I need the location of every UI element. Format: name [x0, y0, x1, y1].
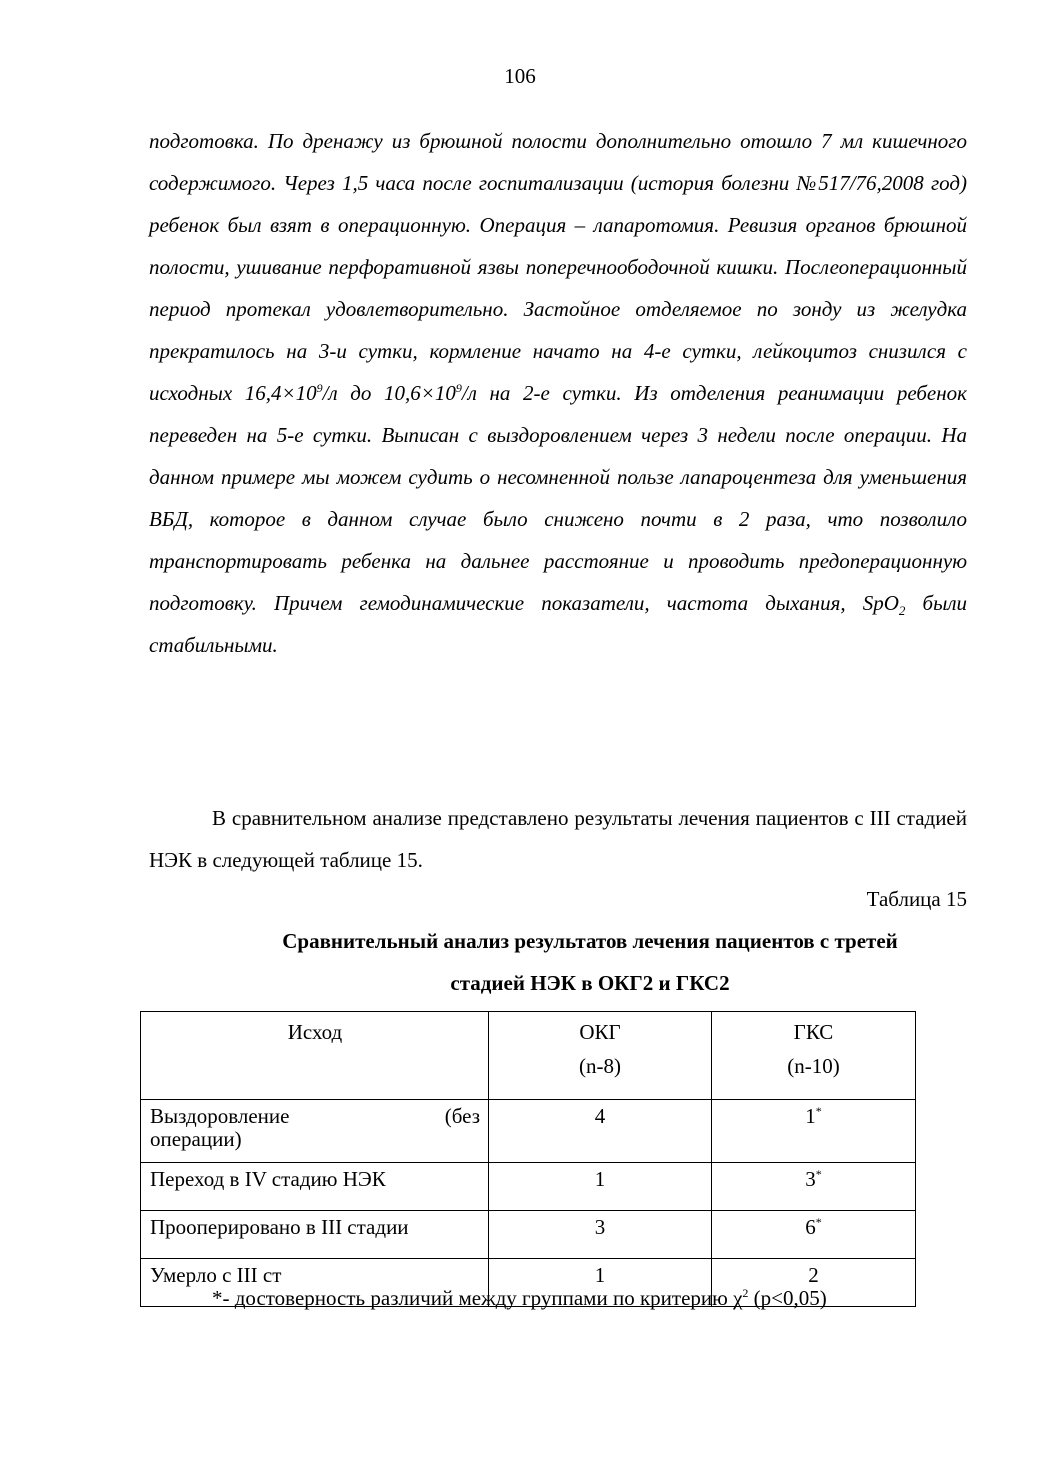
significance-mark: *	[815, 1167, 822, 1181]
page-number: 106	[504, 64, 536, 88]
exponent: 9	[455, 381, 462, 395]
results-table	[140, 1011, 916, 1307]
header-gks: ГКС (n-10)	[712, 1012, 916, 1100]
chi-square-exponent: 2	[742, 1286, 749, 1300]
cell-outcome: Выздоровление (без операции)	[141, 1100, 489, 1163]
cell-okg: 3	[489, 1211, 712, 1259]
cell-gks: 1*	[712, 1100, 916, 1163]
paragraph-text: были стабильными.	[149, 591, 967, 657]
table-title-line: стадией НЭК в ОКГ2 и ГКС2	[450, 971, 730, 995]
cell-okg: 1	[489, 1259, 712, 1307]
cell-outcome: Умерло с III ст	[141, 1259, 489, 1307]
subscript: 2	[898, 603, 906, 619]
table-label: Таблица 15	[866, 887, 967, 911]
table-footnote: *- достоверность различий между группами по критерию $\chi^2$ (p<0,05)	[212, 1286, 827, 1310]
intro-paragraph: В сравнительном анализе представлено результаты лечения пациентов с III стадией НЭК в следующей таблице 15.	[149, 806, 967, 872]
table-row	[141, 1211, 916, 1259]
cell-okg: 1	[489, 1163, 712, 1211]
paragraph-text: /л на 2-е сутки. Из отделения реанимации ребенок переведен на 5-е сутки. Выписан с выздоровлением через 3 недели после операции. На данном примере мы можем судить о несомненной пользе лапароцентеза для уменьшения ВБД, которое в данном случае было снижено почти в 2 раза, что позволило транспортировать ребенка на дальнее расстояние и проводить предоперационную подготовку. Причем гемодинамические показатели, частота дыхания, SpO	[149, 381, 967, 615]
table-row	[141, 1100, 916, 1163]
significance-mark: *	[815, 1104, 822, 1118]
table-header-row	[141, 1012, 916, 1100]
cell-gks: 2	[712, 1259, 916, 1307]
cell-gks: 6*	[712, 1211, 916, 1259]
table-row	[141, 1163, 916, 1211]
table-title-line: Сравнительный анализ результатов лечения пациентов с третей	[282, 929, 898, 953]
case-description-paragraph	[149, 120, 967, 666]
cell-okg: 4	[489, 1100, 712, 1163]
cell-outcome: Прооперировано в III стадии	[141, 1211, 489, 1259]
exponent: 9	[316, 381, 323, 395]
cell-outcome: Переход в IV стадию НЭК	[141, 1163, 489, 1211]
header-okg: ОКГ (n-8)	[489, 1012, 712, 1100]
significance-mark: *	[815, 1215, 822, 1229]
paragraph-text: подготовка. По дренажу из брюшной полости дополнительно отошло 7 мл кишечного содержимого. Через 1,5 часа после госпитализации (история болезни №517/76,2008 год) ребенок был взят в операционную. Операция – лапаротомия. Ревизия органов брюшной полости, ушивание перфоративной язвы поперечноободочной кишки. Послеоперационный период протекал удовлетворительно. Застойное отделяемое по зонду из желудка прекратилось на 3-и сутки, кормление начато на 4-е сутки, лейкоцитоз снизился с исходных 16,4×10	[149, 129, 967, 405]
cell-gks: 3*	[712, 1163, 916, 1211]
table-title	[170, 920, 1010, 1004]
header-outcome: Исход	[141, 1012, 489, 1100]
paragraph-text: /л до 10,6×10	[322, 381, 456, 405]
